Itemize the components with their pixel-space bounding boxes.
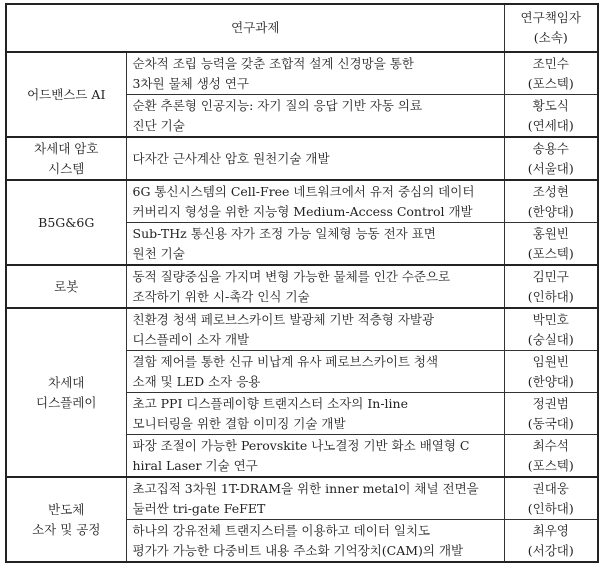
task-title-line: 6G 통신시스템의 Cell-Free 네트워크에서 유저 중심의 데이터 xyxy=(132,183,475,199)
researcher-affiliation: (한양대) xyxy=(527,373,574,389)
category-label: 디스플레이 xyxy=(36,394,97,410)
category-cell xyxy=(6,477,126,562)
researcher-name: 박민호 xyxy=(532,311,569,327)
task-title-line: 다자간 근사계산 암호 원천기술 개발 xyxy=(132,150,330,166)
researcher-affiliation: (포스텍) xyxy=(527,245,574,261)
researcher-cell xyxy=(504,265,598,308)
header-task: 연구과제 xyxy=(6,4,504,52)
research-projects-table xyxy=(5,3,599,563)
researcher-name: 홍원빈 xyxy=(532,225,569,241)
table-row xyxy=(6,137,598,180)
table-row xyxy=(6,180,598,223)
category-label: 로봇 xyxy=(54,278,79,294)
task-cell xyxy=(126,435,504,478)
researcher-cell xyxy=(504,137,598,180)
researcher-affiliation: (숭실대) xyxy=(527,331,574,347)
researcher-cell xyxy=(504,393,598,435)
task-cell xyxy=(126,477,504,520)
researcher-affiliation: (연세대) xyxy=(527,117,574,133)
researcher-name: 최우영 xyxy=(532,522,569,538)
header-row xyxy=(6,4,598,52)
researcher-name: 조민수 xyxy=(532,55,569,71)
researcher-affiliation: (인하대) xyxy=(527,500,574,516)
researcher-affiliation: (동국대) xyxy=(527,415,574,431)
category-label: 차세대 xyxy=(48,374,85,390)
researcher-affiliation: (서울대) xyxy=(527,160,574,176)
researcher-cell xyxy=(504,180,598,223)
table-row xyxy=(6,52,598,95)
task-title-line: 원천 기술 xyxy=(132,245,185,261)
researcher-cell xyxy=(504,520,598,563)
task-title-line: 결함 제어를 통한 신규 비납계 유사 페로브스카이트 청색 xyxy=(132,353,439,369)
category-cell xyxy=(6,180,126,265)
task-title-line: 친환경 청색 페로브스카이트 발광체 기반 적층형 자발광 xyxy=(132,311,435,327)
task-title-line: 디스플레이 소자 개발 xyxy=(132,331,250,347)
researcher-cell xyxy=(504,308,598,351)
task-cell xyxy=(126,95,504,138)
header-researcher-line: 연구책임자 xyxy=(520,10,581,25)
researcher-name: 송용수 xyxy=(532,140,569,156)
task-title-line: 순환 추론형 인공지능: 자기 질의 응답 기반 자동 의료 xyxy=(132,97,423,113)
researcher-affiliation: (서강대) xyxy=(527,542,574,558)
task-title-line: 소재 및 LED 소자 응용 xyxy=(132,373,261,389)
category-cell xyxy=(6,137,126,180)
task-title-line: 둘러싼 tri-gate FeFET xyxy=(132,500,266,516)
task-title-line: 평가가 가능한 다중비트 내용 주소화 기억장치(CAM)의 개발 xyxy=(132,542,464,558)
category-cell xyxy=(6,52,126,137)
task-cell xyxy=(126,351,504,393)
researcher-cell xyxy=(504,435,598,478)
researcher-cell xyxy=(504,223,598,266)
researcher-affiliation: (인하대) xyxy=(527,288,574,304)
researcher-name: 김민구 xyxy=(532,268,569,284)
task-cell xyxy=(126,308,504,351)
header-affiliation-line: (소속) xyxy=(533,30,568,45)
category-label: 반도체 xyxy=(48,501,85,517)
task-title-line: 초고집적 3차원 1T-DRAM을 위한 inner metal이 채널 전면을 xyxy=(132,480,479,496)
task-cell xyxy=(126,223,504,266)
category-label: 차세대 암호 xyxy=(34,140,99,156)
header-researcher xyxy=(504,4,598,52)
category-label: B5G&6G xyxy=(38,214,95,230)
task-cell xyxy=(126,520,504,563)
task-title-line: hiral Laser 기술 연구 xyxy=(132,457,258,473)
table-row xyxy=(6,308,598,351)
task-title-line: 파장 조절이 가능한 Perovskite 나노결정 기반 화소 배열형 C xyxy=(132,437,470,453)
task-title-line: 3차원 물체 생성 연구 xyxy=(132,75,249,91)
researcher-cell xyxy=(504,351,598,393)
task-title-line: Sub-THz 통신용 자가 조정 가능 일체형 능동 전자 표면 xyxy=(132,225,436,241)
task-cell xyxy=(126,52,504,95)
task-title-line: 동적 질량중심을 가지며 변형 가능한 물체를 인간 수준으로 xyxy=(132,268,451,284)
category-label: 시스템 xyxy=(48,160,85,176)
table-body xyxy=(6,52,598,562)
task-title-line: 하나의 강유전체 트랜지스터를 이용하고 데이터 일치도 xyxy=(132,522,431,538)
category-cell xyxy=(6,308,126,477)
task-cell xyxy=(126,393,504,435)
category-label: 소자 및 공정 xyxy=(32,521,101,537)
researcher-cell xyxy=(504,477,598,520)
task-title-line: 조작하기 위한 시-촉각 인식 기술 xyxy=(132,288,310,304)
researcher-affiliation: (포스텍) xyxy=(527,457,574,473)
task-title-line: 커버리지 형성을 위한 지능형 Medium-Access Control 개발 xyxy=(132,203,473,219)
researcher-affiliation: (한양대) xyxy=(527,203,574,219)
task-title-line: 순차적 조립 능력을 갖춘 조합적 설계 신경망을 통한 xyxy=(132,55,414,71)
researcher-name: 임원빈 xyxy=(532,353,569,369)
table-row xyxy=(6,265,598,308)
task-cell xyxy=(126,137,504,180)
task-title-line: 진단 기술 xyxy=(132,117,185,133)
task-cell xyxy=(126,265,504,308)
researcher-cell xyxy=(504,95,598,138)
researcher-affiliation: (포스텍) xyxy=(527,75,574,91)
category-label: 어드밴스드 AI xyxy=(27,86,106,102)
researcher-name: 정권범 xyxy=(532,395,569,411)
researcher-cell xyxy=(504,52,598,95)
researcher-name: 조성현 xyxy=(532,183,569,199)
researcher-name: 황도식 xyxy=(532,97,569,113)
researcher-name: 권대웅 xyxy=(532,480,569,496)
task-cell xyxy=(126,180,504,223)
task-title-line: 모니터링을 위한 결함 이미징 기술 개발 xyxy=(132,415,346,431)
table-row xyxy=(6,477,598,520)
task-title-line: 초고 PPI 디스플레이향 트랜지스터 소자의 In-line xyxy=(132,395,408,411)
category-cell xyxy=(6,265,126,308)
researcher-name: 최수석 xyxy=(532,437,569,453)
